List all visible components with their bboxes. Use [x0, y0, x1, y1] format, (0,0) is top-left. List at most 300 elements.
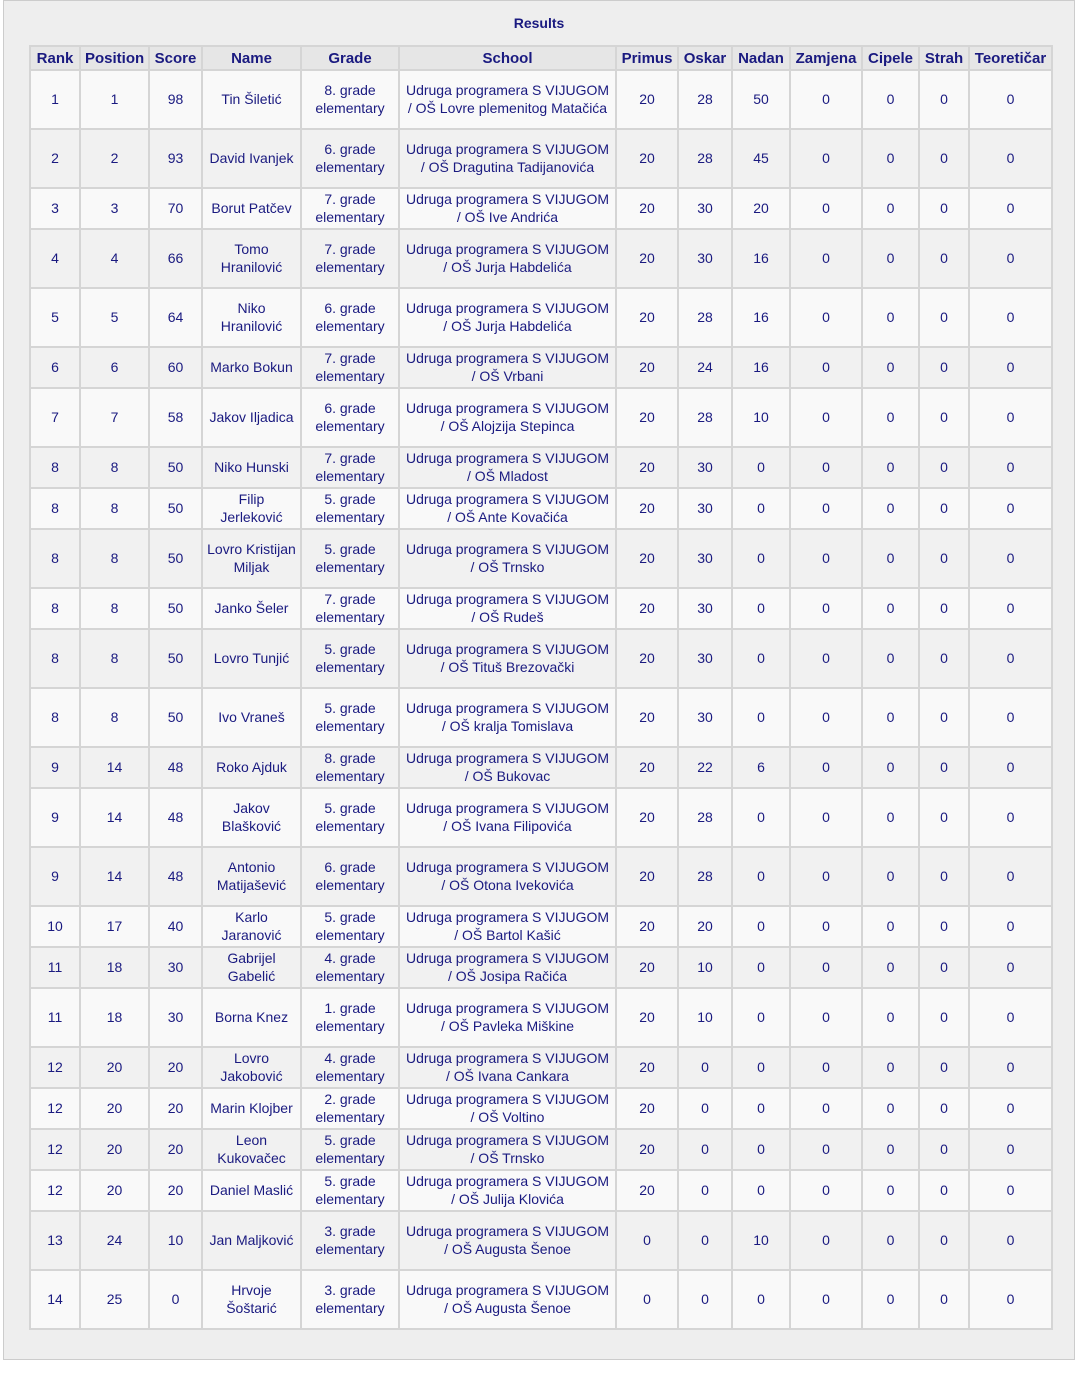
cell-school: Udruga programera S VIJUGOM / OŠ Trnsko	[399, 529, 616, 588]
cell-nadan: 50	[732, 70, 790, 129]
table-row	[30, 906, 1052, 947]
cell-school: Udruga programera S VIJUGOM / OŠ Ante Kovačića	[399, 488, 616, 529]
cell-rank: 1	[30, 70, 80, 129]
cell-teoreticar: 0	[969, 388, 1052, 447]
column-header-school[interactable]: School	[399, 46, 616, 70]
cell-primus: 20	[616, 188, 678, 229]
cell-score: 70	[149, 188, 202, 229]
cell-grade: 5. grade elementary	[301, 906, 399, 947]
cell-rank: 2	[30, 129, 80, 188]
column-header-oskar[interactable]: Oskar	[678, 46, 732, 70]
table-row	[30, 629, 1052, 688]
cell-name: Niko Hunski	[202, 447, 301, 488]
cell-teoreticar: 0	[969, 1129, 1052, 1170]
cell-score: 58	[149, 388, 202, 447]
cell-oskar: 10	[678, 988, 732, 1047]
table-row	[30, 1129, 1052, 1170]
table-row	[30, 347, 1052, 388]
cell-position: 6	[80, 347, 149, 388]
column-header-cipele[interactable]: Cipele	[862, 46, 919, 70]
cell-cipele: 0	[862, 188, 919, 229]
cell-name: Marko Bokun	[202, 347, 301, 388]
cell-zamjena: 0	[790, 529, 862, 588]
table-row	[30, 1088, 1052, 1129]
cell-name: David Ivanjek	[202, 129, 301, 188]
cell-grade: 7. grade elementary	[301, 447, 399, 488]
cell-nadan: 10	[732, 388, 790, 447]
cell-nadan: 10	[732, 1211, 790, 1270]
cell-oskar: 30	[678, 488, 732, 529]
column-header-teoreticar[interactable]: Teoretičar	[969, 46, 1052, 70]
cell-school: Udruga programera S VIJUGOM / OŠ Josipa Račića	[399, 947, 616, 988]
cell-position: 3	[80, 188, 149, 229]
cell-grade: 7. grade elementary	[301, 229, 399, 288]
cell-score: 30	[149, 947, 202, 988]
cell-oskar: 0	[678, 1170, 732, 1211]
cell-teoreticar: 0	[969, 129, 1052, 188]
cell-score: 20	[149, 1129, 202, 1170]
cell-position: 8	[80, 588, 149, 629]
cell-grade: 2. grade elementary	[301, 1088, 399, 1129]
column-header-zamjena[interactable]: Zamjena	[790, 46, 862, 70]
cell-teoreticar: 0	[969, 588, 1052, 629]
cell-oskar: 24	[678, 347, 732, 388]
cell-school: Udruga programera S VIJUGOM / OŠ Vrbani	[399, 347, 616, 388]
cell-strah: 0	[919, 188, 969, 229]
cell-score: 20	[149, 1088, 202, 1129]
cell-score: 64	[149, 288, 202, 347]
cell-nadan: 6	[732, 747, 790, 788]
cell-cipele: 0	[862, 1088, 919, 1129]
cell-rank: 12	[30, 1088, 80, 1129]
cell-school: Udruga programera S VIJUGOM / OŠ Bukovac	[399, 747, 616, 788]
cell-position: 20	[80, 1047, 149, 1088]
table-row	[30, 847, 1052, 906]
cell-primus: 20	[616, 229, 678, 288]
cell-primus: 20	[616, 947, 678, 988]
table-row	[30, 1270, 1052, 1329]
cell-cipele: 0	[862, 988, 919, 1047]
cell-zamjena: 0	[790, 1270, 862, 1329]
cell-position: 18	[80, 947, 149, 988]
cell-nadan: 16	[732, 229, 790, 288]
cell-teoreticar: 0	[969, 70, 1052, 129]
cell-primus: 20	[616, 747, 678, 788]
cell-score: 98	[149, 70, 202, 129]
cell-primus: 20	[616, 788, 678, 847]
cell-cipele: 0	[862, 947, 919, 988]
cell-score: 48	[149, 847, 202, 906]
cell-teoreticar: 0	[969, 1170, 1052, 1211]
cell-score: 50	[149, 529, 202, 588]
cell-oskar: 0	[678, 1047, 732, 1088]
cell-strah: 0	[919, 70, 969, 129]
cell-oskar: 28	[678, 788, 732, 847]
cell-rank: 12	[30, 1047, 80, 1088]
cell-grade: 8. grade elementary	[301, 747, 399, 788]
cell-nadan: 0	[732, 847, 790, 906]
cell-school: Udruga programera S VIJUGOM / OŠ Lovre plemenitog Matačića	[399, 70, 616, 129]
cell-zamjena: 0	[790, 788, 862, 847]
cell-oskar: 20	[678, 906, 732, 947]
cell-strah: 0	[919, 688, 969, 747]
cell-grade: 6. grade elementary	[301, 847, 399, 906]
cell-name: Filip Jerleković	[202, 488, 301, 529]
cell-teoreticar: 0	[969, 947, 1052, 988]
cell-position: 8	[80, 447, 149, 488]
cell-position: 14	[80, 847, 149, 906]
cell-teoreticar: 0	[969, 347, 1052, 388]
cell-zamjena: 0	[790, 1170, 862, 1211]
cell-teoreticar: 0	[969, 229, 1052, 288]
cell-rank: 11	[30, 947, 80, 988]
cell-teoreticar: 0	[969, 629, 1052, 688]
cell-oskar: 30	[678, 588, 732, 629]
cell-oskar: 28	[678, 70, 732, 129]
cell-nadan: 0	[732, 1129, 790, 1170]
table-row	[30, 288, 1052, 347]
cell-rank: 3	[30, 188, 80, 229]
cell-oskar: 0	[678, 1088, 732, 1129]
cell-primus: 20	[616, 529, 678, 588]
results-table	[29, 45, 1053, 1330]
cell-nadan: 16	[732, 288, 790, 347]
cell-strah: 0	[919, 388, 969, 447]
cell-nadan: 0	[732, 629, 790, 688]
cell-cipele: 0	[862, 1129, 919, 1170]
cell-school: Udruga programera S VIJUGOM / OŠ Jurja Habdelića	[399, 288, 616, 347]
cell-oskar: 30	[678, 629, 732, 688]
cell-grade: 3. grade elementary	[301, 1211, 399, 1270]
cell-oskar: 28	[678, 388, 732, 447]
cell-nadan: 16	[732, 347, 790, 388]
cell-zamjena: 0	[790, 906, 862, 947]
cell-school: Udruga programera S VIJUGOM / OŠ Augusta Šenoe	[399, 1270, 616, 1329]
cell-zamjena: 0	[790, 588, 862, 629]
table-row	[30, 529, 1052, 588]
cell-cipele: 0	[862, 347, 919, 388]
cell-teoreticar: 0	[969, 1047, 1052, 1088]
cell-strah: 0	[919, 347, 969, 388]
cell-zamjena: 0	[790, 70, 862, 129]
table-row	[30, 688, 1052, 747]
cell-name: Leon Kukovačec	[202, 1129, 301, 1170]
cell-rank: 9	[30, 788, 80, 847]
cell-oskar: 28	[678, 847, 732, 906]
cell-primus: 20	[616, 1047, 678, 1088]
cell-primus: 20	[616, 347, 678, 388]
cell-primus: 0	[616, 1211, 678, 1270]
cell-teoreticar: 0	[969, 288, 1052, 347]
cell-rank: 13	[30, 1211, 80, 1270]
cell-oskar: 30	[678, 688, 732, 747]
cell-nadan: 0	[732, 588, 790, 629]
cell-score: 50	[149, 688, 202, 747]
cell-school: Udruga programera S VIJUGOM / OŠ Tituš Brezovački	[399, 629, 616, 688]
cell-score: 0	[149, 1270, 202, 1329]
cell-nadan: 45	[732, 129, 790, 188]
cell-grade: 4. grade elementary	[301, 1047, 399, 1088]
table-row	[30, 588, 1052, 629]
cell-teoreticar: 0	[969, 688, 1052, 747]
cell-zamjena: 0	[790, 488, 862, 529]
cell-cipele: 0	[862, 1047, 919, 1088]
cell-cipele: 0	[862, 1270, 919, 1329]
cell-rank: 8	[30, 488, 80, 529]
table-row	[30, 229, 1052, 288]
cell-position: 8	[80, 488, 149, 529]
cell-primus: 20	[616, 1170, 678, 1211]
cell-school: Udruga programera S VIJUGOM / OŠ Augusta Šenoe	[399, 1211, 616, 1270]
cell-rank: 8	[30, 688, 80, 747]
cell-cipele: 0	[862, 388, 919, 447]
cell-name: Lovro Jakobović	[202, 1047, 301, 1088]
cell-zamjena: 0	[790, 947, 862, 988]
cell-school: Udruga programera S VIJUGOM / OŠ Alojzija Stepinca	[399, 388, 616, 447]
cell-rank: 5	[30, 288, 80, 347]
cell-teoreticar: 0	[969, 906, 1052, 947]
cell-grade: 1. grade elementary	[301, 988, 399, 1047]
cell-teoreticar: 0	[969, 1211, 1052, 1270]
cell-position: 4	[80, 229, 149, 288]
cell-position: 17	[80, 906, 149, 947]
cell-school: Udruga programera S VIJUGOM / OŠ kralja Tomislava	[399, 688, 616, 747]
cell-grade: 3. grade elementary	[301, 1270, 399, 1329]
cell-zamjena: 0	[790, 1129, 862, 1170]
cell-rank: 9	[30, 847, 80, 906]
table-row	[30, 788, 1052, 847]
results-panel	[3, 0, 1075, 1360]
cell-strah: 0	[919, 1170, 969, 1211]
cell-cipele: 0	[862, 847, 919, 906]
cell-name: Gabrijel Gabelić	[202, 947, 301, 988]
cell-grade: 5. grade elementary	[301, 688, 399, 747]
cell-name: Daniel Maslić	[202, 1170, 301, 1211]
cell-name: Marin Klojber	[202, 1088, 301, 1129]
cell-school: Udruga programera S VIJUGOM / OŠ Ivana Cankara	[399, 1047, 616, 1088]
cell-rank: 7	[30, 388, 80, 447]
cell-oskar: 0	[678, 1270, 732, 1329]
cell-cipele: 0	[862, 1211, 919, 1270]
cell-strah: 0	[919, 1211, 969, 1270]
cell-name: Tomo Hranilović	[202, 229, 301, 288]
cell-oskar: 28	[678, 288, 732, 347]
cell-oskar: 10	[678, 947, 732, 988]
cell-cipele: 0	[862, 906, 919, 947]
cell-teoreticar: 0	[969, 447, 1052, 488]
cell-score: 50	[149, 629, 202, 688]
column-header-rank[interactable]: Rank	[30, 46, 80, 70]
cell-zamjena: 0	[790, 1088, 862, 1129]
cell-oskar: 30	[678, 188, 732, 229]
table-row	[30, 1211, 1052, 1270]
cell-position: 5	[80, 288, 149, 347]
cell-primus: 20	[616, 1088, 678, 1129]
cell-position: 24	[80, 1211, 149, 1270]
cell-nadan: 0	[732, 447, 790, 488]
cell-grade: 5. grade elementary	[301, 1170, 399, 1211]
cell-position: 8	[80, 688, 149, 747]
cell-cipele: 0	[862, 488, 919, 529]
cell-primus: 20	[616, 488, 678, 529]
table-row	[30, 1047, 1052, 1088]
cell-score: 10	[149, 1211, 202, 1270]
cell-school: Udruga programera S VIJUGOM / OŠ Voltino	[399, 1088, 616, 1129]
cell-position: 7	[80, 388, 149, 447]
cell-nadan: 0	[732, 488, 790, 529]
cell-teoreticar: 0	[969, 847, 1052, 906]
cell-name: Niko Hranilović	[202, 288, 301, 347]
column-header-name[interactable]: Name	[202, 46, 301, 70]
cell-nadan: 20	[732, 188, 790, 229]
cell-cipele: 0	[862, 129, 919, 188]
cell-teoreticar: 0	[969, 188, 1052, 229]
cell-position: 1	[80, 70, 149, 129]
table-row	[30, 188, 1052, 229]
cell-oskar: 0	[678, 1129, 732, 1170]
cell-school: Udruga programera S VIJUGOM / OŠ Ive Andrića	[399, 188, 616, 229]
cell-rank: 11	[30, 988, 80, 1047]
table-row	[30, 70, 1052, 129]
cell-name: Tin Šiletić	[202, 70, 301, 129]
cell-primus: 20	[616, 447, 678, 488]
cell-zamjena: 0	[790, 629, 862, 688]
cell-position: 20	[80, 1170, 149, 1211]
cell-nadan: 0	[732, 988, 790, 1047]
column-header-grade[interactable]: Grade	[301, 46, 399, 70]
cell-cipele: 0	[862, 688, 919, 747]
cell-cipele: 0	[862, 70, 919, 129]
column-header-primus[interactable]: Primus	[616, 46, 678, 70]
cell-rank: 12	[30, 1170, 80, 1211]
cell-school: Udruga programera S VIJUGOM / OŠ Julija Klovića	[399, 1170, 616, 1211]
cell-strah: 0	[919, 988, 969, 1047]
cell-primus: 20	[616, 629, 678, 688]
cell-zamjena: 0	[790, 747, 862, 788]
cell-zamjena: 0	[790, 688, 862, 747]
cell-rank: 14	[30, 1270, 80, 1329]
cell-strah: 0	[919, 947, 969, 988]
cell-cipele: 0	[862, 229, 919, 288]
cell-nadan: 0	[732, 947, 790, 988]
cell-oskar: 30	[678, 529, 732, 588]
cell-score: 30	[149, 988, 202, 1047]
cell-cipele: 0	[862, 447, 919, 488]
cell-primus: 20	[616, 1129, 678, 1170]
cell-zamjena: 0	[790, 988, 862, 1047]
table-row	[30, 388, 1052, 447]
cell-score: 50	[149, 488, 202, 529]
cell-rank: 8	[30, 447, 80, 488]
cell-rank: 12	[30, 1129, 80, 1170]
cell-name: Ivo Vraneš	[202, 688, 301, 747]
cell-primus: 20	[616, 906, 678, 947]
cell-score: 48	[149, 747, 202, 788]
cell-score: 60	[149, 347, 202, 388]
column-header-nadan[interactable]: Nadan	[732, 46, 790, 70]
cell-rank: 8	[30, 529, 80, 588]
cell-name: Janko Šeler	[202, 588, 301, 629]
cell-strah: 0	[919, 447, 969, 488]
table-row	[30, 1170, 1052, 1211]
cell-name: Roko Ajduk	[202, 747, 301, 788]
cell-nadan: 0	[732, 529, 790, 588]
cell-teoreticar: 0	[969, 1088, 1052, 1129]
cell-rank: 8	[30, 629, 80, 688]
column-header-strah[interactable]: Strah	[919, 46, 969, 70]
cell-name: Antonio Matijašević	[202, 847, 301, 906]
cell-strah: 0	[919, 1088, 969, 1129]
cell-grade: 5. grade elementary	[301, 488, 399, 529]
cell-school: Udruga programera S VIJUGOM / OŠ Bartol Kašić	[399, 906, 616, 947]
cell-position: 8	[80, 529, 149, 588]
column-header-position[interactable]: Position	[80, 46, 149, 70]
cell-teoreticar: 0	[969, 1270, 1052, 1329]
cell-grade: 6. grade elementary	[301, 288, 399, 347]
cell-score: 20	[149, 1170, 202, 1211]
cell-cipele: 0	[862, 1170, 919, 1211]
cell-score: 66	[149, 229, 202, 288]
cell-zamjena: 0	[790, 129, 862, 188]
cell-primus: 20	[616, 129, 678, 188]
cell-nadan: 0	[732, 1047, 790, 1088]
cell-rank: 8	[30, 588, 80, 629]
cell-school: Udruga programera S VIJUGOM / OŠ Pavleka Miškine	[399, 988, 616, 1047]
cell-grade: 7. grade elementary	[301, 347, 399, 388]
cell-cipele: 0	[862, 588, 919, 629]
cell-nadan: 0	[732, 1088, 790, 1129]
cell-oskar: 22	[678, 747, 732, 788]
cell-teoreticar: 0	[969, 529, 1052, 588]
cell-oskar: 30	[678, 229, 732, 288]
cell-name: Jakov Iljadica	[202, 388, 301, 447]
cell-score: 20	[149, 1047, 202, 1088]
cell-score: 93	[149, 129, 202, 188]
cell-primus: 20	[616, 847, 678, 906]
cell-primus: 0	[616, 1270, 678, 1329]
cell-strah: 0	[919, 1047, 969, 1088]
cell-zamjena: 0	[790, 288, 862, 347]
cell-oskar: 30	[678, 447, 732, 488]
cell-strah: 0	[919, 1129, 969, 1170]
cell-grade: 7. grade elementary	[301, 588, 399, 629]
cell-name: Jakov Blašković	[202, 788, 301, 847]
cell-primus: 20	[616, 688, 678, 747]
table-header-row	[30, 46, 1052, 70]
table-row	[30, 988, 1052, 1047]
cell-strah: 0	[919, 906, 969, 947]
cell-teoreticar: 0	[969, 488, 1052, 529]
cell-zamjena: 0	[790, 847, 862, 906]
cell-zamjena: 0	[790, 447, 862, 488]
cell-name: Jan Maljković	[202, 1211, 301, 1270]
cell-position: 18	[80, 988, 149, 1047]
cell-cipele: 0	[862, 629, 919, 688]
cell-grade: 8. grade elementary	[301, 70, 399, 129]
column-header-score[interactable]: Score	[149, 46, 202, 70]
cell-strah: 0	[919, 847, 969, 906]
cell-teoreticar: 0	[969, 747, 1052, 788]
cell-strah: 0	[919, 488, 969, 529]
cell-rank: 4	[30, 229, 80, 288]
cell-score: 50	[149, 588, 202, 629]
cell-zamjena: 0	[790, 229, 862, 288]
cell-position: 14	[80, 788, 149, 847]
cell-cipele: 0	[862, 529, 919, 588]
cell-position: 8	[80, 629, 149, 688]
cell-grade: 6. grade elementary	[301, 129, 399, 188]
cell-nadan: 0	[732, 1170, 790, 1211]
